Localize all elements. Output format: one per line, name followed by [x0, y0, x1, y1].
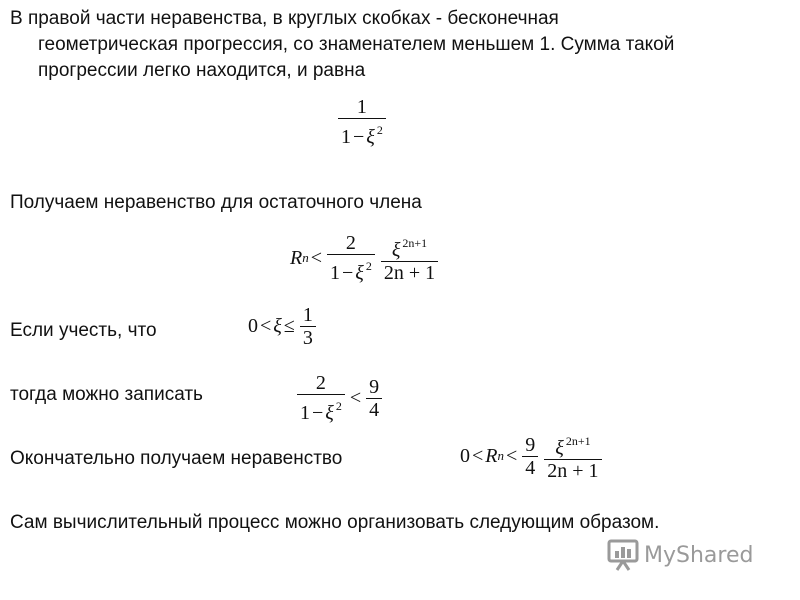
fraction: $\frac{2}{1 - \xi ^2}$ [327, 232, 375, 284]
fraction: $\frac{2}{1 - \xi ^2}$ [297, 372, 345, 424]
formula-factor-bound: $\frac{2}{1 - \xi ^2}$ < $\frac{9}{4}$ [294, 372, 385, 424]
formula-xi-bound: 0 < ξ ≤ $\frac{1}{3}$ [248, 304, 319, 349]
paragraph-line-2: геометрическая прогрессия, со знаменателем меньшем 1. Сумма такой [38, 34, 675, 55]
formula-final: 0 < R n < $\frac{9}{4}$ $\frac{\xi ^{2n+1}}{2n + 1}$ [460, 430, 605, 482]
fraction: $\frac{9}{4}$ [366, 376, 382, 421]
label-final-inequality: Окончательно получаем неравенство [10, 448, 343, 469]
fraction: $\frac{\xi ^{2n+1}}{2n + 1}$ [381, 232, 438, 284]
formula-remainder: R n < $\frac{2}{1 - \xi ^2}$ $\frac{\xi ^{2n+1}}{2n + 1}$ [290, 232, 441, 284]
fraction: $\frac{1}{3}$ [300, 304, 316, 349]
paragraph-line-3: прогрессии легко находится, и равна [38, 60, 366, 81]
presentation-icon [606, 538, 640, 572]
label-if-consider: Если учесть, что [10, 320, 157, 341]
paragraph-line-1: В правой части неравенства, в круглых скобках - бесконечная [10, 8, 559, 29]
fraction: $\frac{\xi ^{2n+1}}{2n + 1}$ [544, 430, 601, 482]
watermark-text: MyShared [644, 542, 754, 568]
label-computation-process: Сам вычислительный процесс можно организовать следующим образом. [10, 512, 660, 533]
watermark-logo [606, 538, 753, 572]
fraction: $\frac{1}{1 - \xi ^2}$ [338, 96, 386, 148]
label-then-write: тогда можно записать [10, 384, 203, 405]
label-remainder-inequality: Получаем неравенство для остаточного члена [10, 192, 422, 213]
fraction: $\frac{9}{4}$ [522, 434, 538, 479]
formula-sum-geometric [335, 96, 389, 148]
